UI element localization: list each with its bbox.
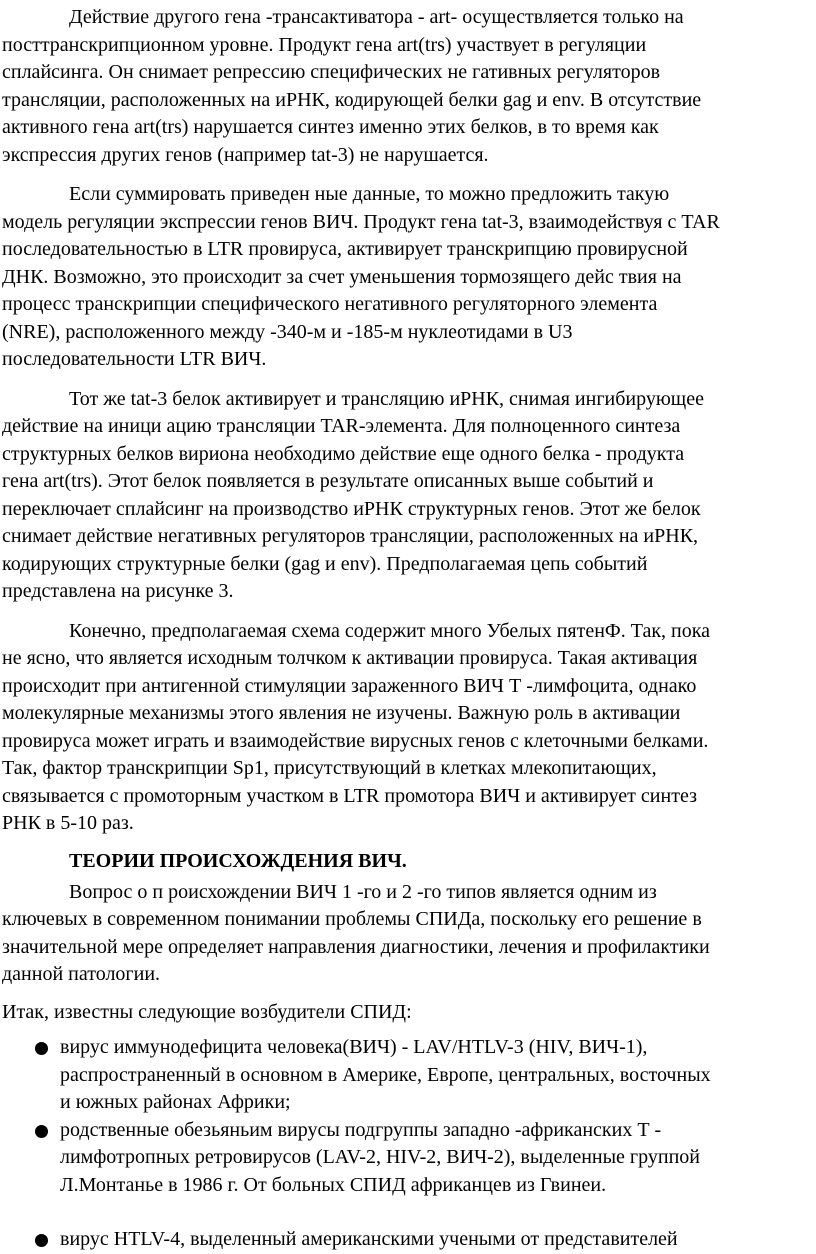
text-line: провируса может играть и взаимодействие вирусных генов с клеточными белками. xyxy=(2,729,709,752)
paragraph-tat3-translation xyxy=(2,386,812,606)
paragraph-origin-question xyxy=(2,879,812,989)
text-line: и южных районах Африки; xyxy=(60,1091,291,1113)
text-line: представлена на рисунке 3. xyxy=(2,580,234,602)
text-line: структурных белков вириона необходимо действие еще одного белка - продукта xyxy=(2,442,685,465)
text-line: молекулярные механизмы этого явления не изучены. Важную роль в активации xyxy=(2,702,681,724)
text-line: связывается с промоторным участком в LTR промотора ВИЧ и активирует синтез xyxy=(2,784,697,807)
paragraph-regulation-model xyxy=(2,181,812,374)
intro-line xyxy=(2,999,812,1027)
text-line: происходит при антигенной стимуляции зараженного ВИЧ Т -лимфоцита, однако xyxy=(2,674,697,697)
text-line: экспрессия других генов (например tat-3) не нарушается. xyxy=(2,143,489,166)
text-line: вирус HTLV-4, выделенный американскими учеными от представителей xyxy=(60,1228,678,1250)
list-item xyxy=(2,1034,812,1117)
section-heading: ТЕОРИИ ПРОИСХОЖДЕНИЯ ВИЧ. xyxy=(69,849,407,872)
text-line: ключевых в современном понимании проблемы СПИДа, поскольку его решение в xyxy=(2,908,702,930)
text-line: не ясно, что является исходным толчком к активации провируса. Такая активация xyxy=(2,647,698,669)
text-line: кодирующих структурные белки (gag и env). Предполагаемая цепь событий xyxy=(2,552,648,575)
text-line: посттранскрипционном уровне. Продукт гена art(trs) участвует в регуляции xyxy=(2,33,647,56)
text-line: Л.Монтанье в 1986 г. От больных СПИД африканцев из Гвинеи. xyxy=(60,1173,607,1196)
bullet-icon xyxy=(35,1234,48,1247)
bullet-icon xyxy=(35,1042,48,1055)
text-line: действие на иници ацию трансляции TAR-элемента. Для полноценного синтеза xyxy=(2,415,681,437)
text-line: лимфотропных ретровирусов (LAV-2, HIV-2, ВИЧ-2), выделенные группой xyxy=(60,1146,700,1168)
paragraph-white-spots xyxy=(2,618,812,838)
text-line: активного гена art(trs) нарушается синтез именно этих белков, в то время как xyxy=(2,116,659,138)
text-line: Так, фактор транскрипции Sp1, присутствующий в клетках млекопитающих, xyxy=(2,757,657,779)
text-line: Итак, известны следующие возбудители СПИД: xyxy=(2,1000,412,1023)
paragraph-art-gene xyxy=(2,4,812,169)
text-line: Тот же tat-3 белок активирует и трансляцию иРНК, снимая ингибирующее xyxy=(69,387,704,410)
text-line: снимает действие негативных регуляторов трансляции, расположенных на иРНК, xyxy=(2,525,699,547)
text-line: ДНК. Возможно, это происходит за счет уменьшения тормозящего дейс твия на xyxy=(2,265,682,288)
text-line: процесс транскрипции специфического негативного регуляторного элемента xyxy=(2,293,658,315)
bullet-icon xyxy=(35,1125,48,1138)
list-item xyxy=(2,1117,812,1200)
text-line: Действие другого гена -трансактиватора - art- осуществляется только на xyxy=(69,6,684,28)
text-line: РНК в 5-10 раз. xyxy=(2,812,134,834)
text-line: переключает сплайсинг на производство иРНК структурных генов. Этот же белок xyxy=(2,497,701,520)
text-line: гена art(trs). Этот белок появляется в результате описанных выше событий и xyxy=(2,470,654,492)
text-line: сплайсинга. Он снимает репрессию специфических не гативных регуляторов xyxy=(2,61,661,83)
text-line: распространенный в основном в Америке, Европе, центральных, восточных xyxy=(60,1063,711,1086)
text-line: модель регуляции экспрессии генов ВИЧ. Продукт гена tat-3, взаимодействуя с TAR xyxy=(2,210,720,233)
text-line: значительной мере определяет направления диагностики, лечения и профилактики xyxy=(2,935,710,958)
text-line: последовательности LTR ВИЧ. xyxy=(2,348,267,370)
text-line: Вопрос о п роисхождении ВИЧ 1 -го и 2 -го типов является одним из xyxy=(69,880,657,903)
text-line: данной патологии. xyxy=(2,963,161,985)
text-line: вирус иммунодефицита человека(ВИЧ) - LAV/HTLV-3 (HIV, ВИЧ-1), xyxy=(60,1036,648,1058)
text-line: Если суммировать приведен ные данные, то можно предложить такую xyxy=(69,183,670,205)
list-item xyxy=(2,1226,812,1254)
pathogen-list xyxy=(2,1034,812,1254)
text-line: трансляции, расположенных на иРНК, кодирующей белки gag и env. В отсутствие xyxy=(2,88,702,111)
text-line: родственные обезьяньим вирусы подгруппы западно -африканских Т - xyxy=(60,1118,662,1141)
text-line: Конечно, предполагаемая схема содержит много Убелых пятенФ. Так, пока xyxy=(69,619,711,642)
text-line: (NRE), расположенного между -340-м и -185-м нуклеотидами в U3 xyxy=(2,320,573,343)
text-line: последовательностью в LTR провируса, активирует транскрипцию провирусной xyxy=(2,238,688,260)
